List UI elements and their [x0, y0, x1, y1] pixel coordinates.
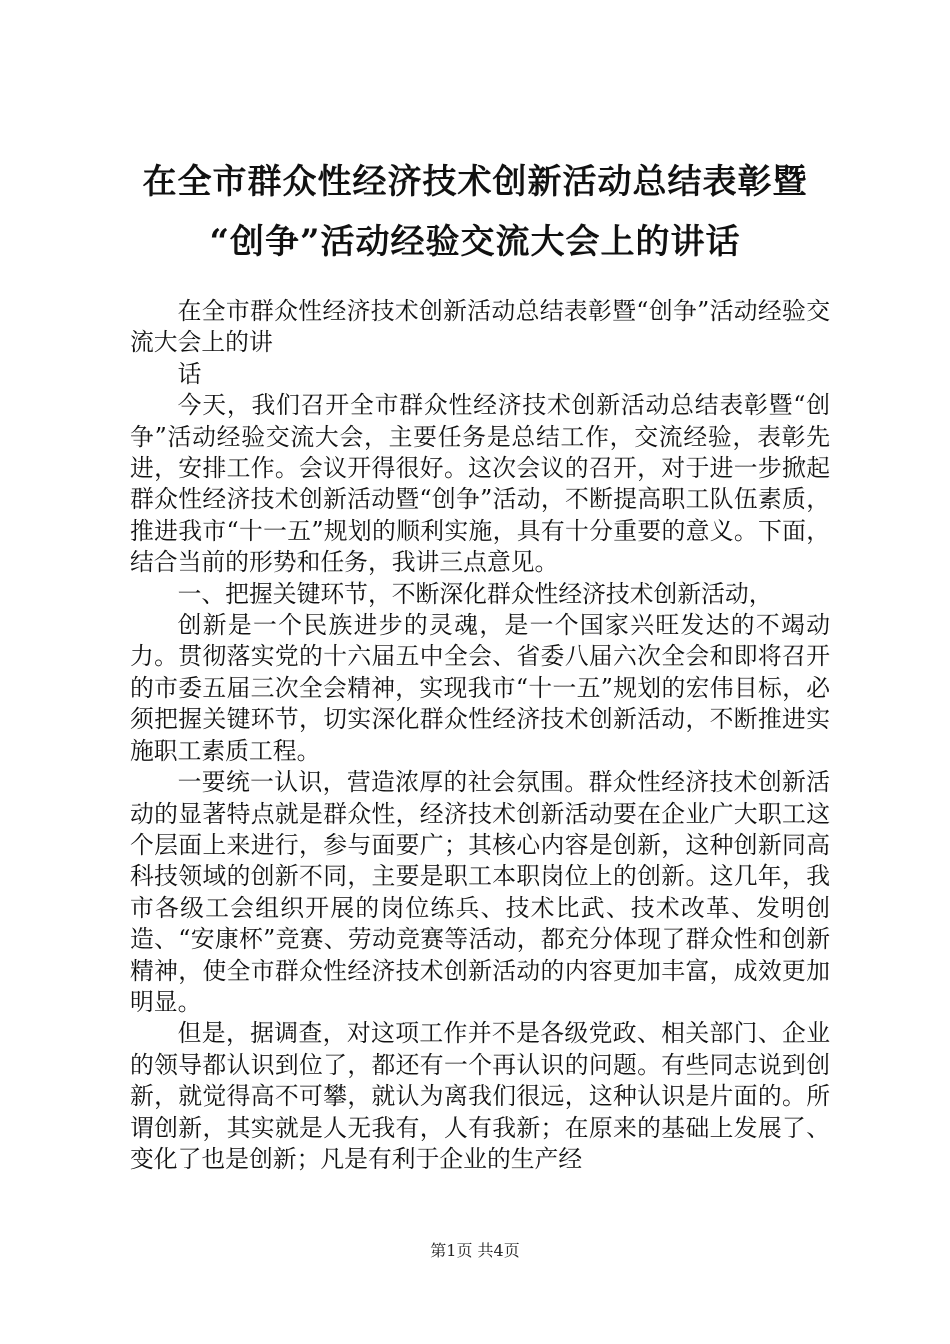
paragraph-subtitle: 在全市群众性经济技术创新活动总结表彰暨“创争”活动经验交流大会上的讲: [130, 297, 830, 357]
paragraph-unify-understanding: 一要统一认识，营造浓厚的社会氛围。群众性经济技术创新活动的显著特点就是群众性，经济技术创新活动要在企业广大职工这个层面上来进行，参与面要广；其核心内容是创新，这种创新同高科技领域的创新不同，主要是职工本职岗位上的创新。这几年，我市各级工会组织开展的岗位练兵、技术比武、技术改革、发明创造、“安康杯”竞赛、劳动竞赛等活动，都充分体现了群众性和创新精神，使全市群众性经济技术创新活动的内容更加丰富，成效更加明显。: [130, 768, 830, 1016]
document-title-line-2: “创争”活动经验交流大会上的讲话: [209, 222, 741, 262]
paragraph-however: 但是，据调查，对这项工作并不是各级党政、相关部门、企业的领导都认识到位了，都还有一个再认识的问题。有些同志说到创新，就觉得高不可攀，就认为离我们很远，这种认识是片面的。所谓创新，其实就是人无我有，人有我新；在原来的基础上发展了、变化了也是创新；凡是有利于企业的生产经: [130, 1019, 830, 1173]
paragraph-innovation: 创新是一个民族进步的灵魂，是一个国家兴旺发达的不竭动力。贯彻落实党的十六届五中全会、省委八届六次全会和即将召开的市委五届三次全会精神，实现我市“十一五”规划的宏伟目标，必须把握关键环节，切实深化群众性经济技术创新活动，不断推进实施职工素质工程。: [130, 611, 830, 765]
page-footer: 第1页 共4页: [430, 1241, 520, 1260]
paragraph-subtitle-tail: 话: [177, 359, 202, 388]
document-title-line-1: 在全市群众性经济技术创新活动总结表彰暨: [142, 162, 808, 202]
document-body: [130, 296, 830, 1175]
paragraph-section-heading-1: 一、把握关键环节，不断深化群众性经济技术创新活动，: [177, 579, 773, 608]
paragraph-opening: 今天，我们召开全市群众性经济技术创新活动总结表彰暨“创争”活动经验交流大会，主要任务是总结工作，交流经验，表彰先进，安排工作。会议开得很好。这次会议的召开，对于进一步掀起群众性经济技术创新活动暨“创争”活动，不断提高职工队伍素质，推进我市“十一五”规划的顺利实施，具有十分重要的意义。下面，结合当前的形势和任务，我讲三点意见。: [130, 391, 830, 577]
